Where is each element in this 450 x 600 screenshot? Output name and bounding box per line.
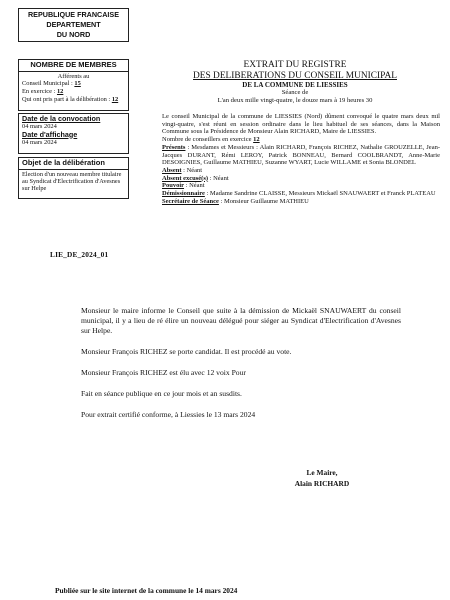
members-exercice-label: En exercice :: [22, 88, 57, 96]
demission-label: Démissionnaire: [162, 190, 205, 198]
signature-name: Alain RICHARD: [294, 478, 350, 488]
body-paragraph-1: Monsieur le maire informe le Conseil que suite à la démission de Mickaël SNAUWAERT du conseil municipal, il y a lieu de ré élire un nouveau délégué pour siéger au Syndicat d'Electrification d'Avesnes sur Helpe.: [81, 306, 401, 335]
members-afferents: Afférents au: [57, 72, 90, 80]
object-label: Objet de la délibération: [19, 158, 128, 170]
deliberation-reference: LIE_DE_2024_01: [50, 250, 109, 259]
publication-note: Publiée sur le site internet de la commune le 14 mars 2024: [55, 586, 238, 595]
body-paragraph-4: Fait en séance publique en ce jour mois et an susdits.: [81, 389, 242, 398]
register-absent-row: [162, 167, 440, 175]
secretaire-label: Secrétaire de Séance: [162, 197, 219, 205]
body-paragraph-3: Monsieur François RICHEZ est élu avec 12 voix Pour: [81, 368, 246, 377]
register-body: [162, 113, 440, 246]
members-conseil-label: Conseil Municipal :: [22, 80, 75, 88]
absent-label: Absent: [162, 166, 182, 174]
members-conseil-value: 15: [74, 80, 81, 88]
register-count-value: 12: [253, 136, 260, 144]
pouvoir-label: Pouvoir: [162, 182, 185, 190]
register-date-line: L'an deux mille vingt-quatre, le douze mars à 19 heures 30: [217, 97, 373, 104]
secretaire-text: : Monsieur Guillaume MATHIEU: [218, 197, 309, 205]
demission-text: : Madame Sandrine CLAISSE, Messieurs Mickaël SNAUWAERT et Franck PLATEAU: [204, 190, 436, 198]
register-secretaire-row: [162, 198, 440, 206]
members-box: [18, 59, 129, 111]
register-seance: Séance de: [281, 89, 309, 96]
presents-label: Présents: [162, 143, 186, 151]
register-count-label: Nombre de conseillers en exercice: [162, 136, 254, 144]
body-paragraph-5: Pour extrait certifié conforme, à Liessies le 13 mars 2024: [81, 410, 256, 419]
register-title-2: DES DELIBERATIONS DU CONSEIL MUNICIPAL: [193, 70, 397, 81]
register-excuses-row: [162, 175, 440, 183]
members-title: NOMBRE DE MEMBRES: [19, 60, 128, 72]
members-conseil-row: [22, 80, 125, 88]
affichage-label: Date d'affichage: [22, 129, 78, 139]
nord-line: DU NORD: [56, 30, 91, 39]
convocation-label: Date de la convocation: [22, 114, 101, 123]
members-exercice-value: 12: [56, 88, 64, 96]
affichage-date: 04 mars 2024: [22, 138, 57, 146]
dates-body: [19, 114, 128, 147]
body-paragraph-2: Monsieur François RICHEZ se porte candidat. Il est procédé au vote.: [81, 347, 292, 356]
signature-block: [282, 468, 362, 489]
members-part-label: Qui ont pris part à la délibération :: [22, 95, 112, 103]
republic-header-box: [18, 8, 129, 42]
deliberation-body: [81, 306, 401, 431]
register-commune: DE LA COMMUNE DE LIESSIES: [242, 81, 348, 89]
register-demission-row: [162, 190, 440, 198]
register-header: [150, 60, 440, 105]
register-presents-row: [162, 144, 440, 167]
object-box: [18, 157, 129, 199]
pouvoir-text: : Néant: [184, 182, 205, 190]
excuses-label: Absent excusé(s): [162, 174, 209, 182]
members-body: [19, 72, 128, 105]
signature-title: Le Maire,: [306, 468, 338, 477]
dates-box: [18, 113, 129, 154]
register-title-1: EXTRAIT DU REGISTRE: [243, 60, 347, 70]
register-pouvoir-row: [162, 182, 440, 190]
absent-text: : Néant: [181, 166, 203, 174]
republic-line: REPUBLIQUE FRANCAISE: [27, 10, 120, 19]
departement-line: DEPARTEMENT: [46, 20, 101, 29]
excuses-text: : Néant: [208, 174, 229, 182]
members-exercice-row: [22, 88, 125, 96]
members-part-row: [22, 96, 125, 104]
register-intro: Le conseil Municipal de la commune de LIESSIES (Nord) dûment convoqué le quatre mars deux mil vingt-quatre, s'est réuni en session ordinaire dans le lieu habituel de ses séances, dans la Maison Commune sous la Présidence de Monsieur Alain RICHARD, Maire de LIESSIES.: [162, 113, 440, 136]
object-text: Election d'un nouveau membre titulaire au Syndicat d'Electrification d'Avesnes sur Helpe: [22, 170, 122, 193]
convocation-date: 04 mars 2024: [22, 123, 57, 130]
presents-text: : Mesdames et Messieurs : Alain RICHARD, François RICHEZ, Nathalie GROUZELLE, Jean-Jacques DURANT, Rémi LEROY, Patrick BONNEAU, Bernard COOLBRANDT, Anne-Marie DESOIGNIES, Guillaume MATHIEU, Suzanne WYART, Lucie WILLAME et Sonia BLONDEL: [162, 143, 440, 167]
register-count-row: [162, 136, 440, 144]
members-part-value: 12: [111, 95, 119, 103]
